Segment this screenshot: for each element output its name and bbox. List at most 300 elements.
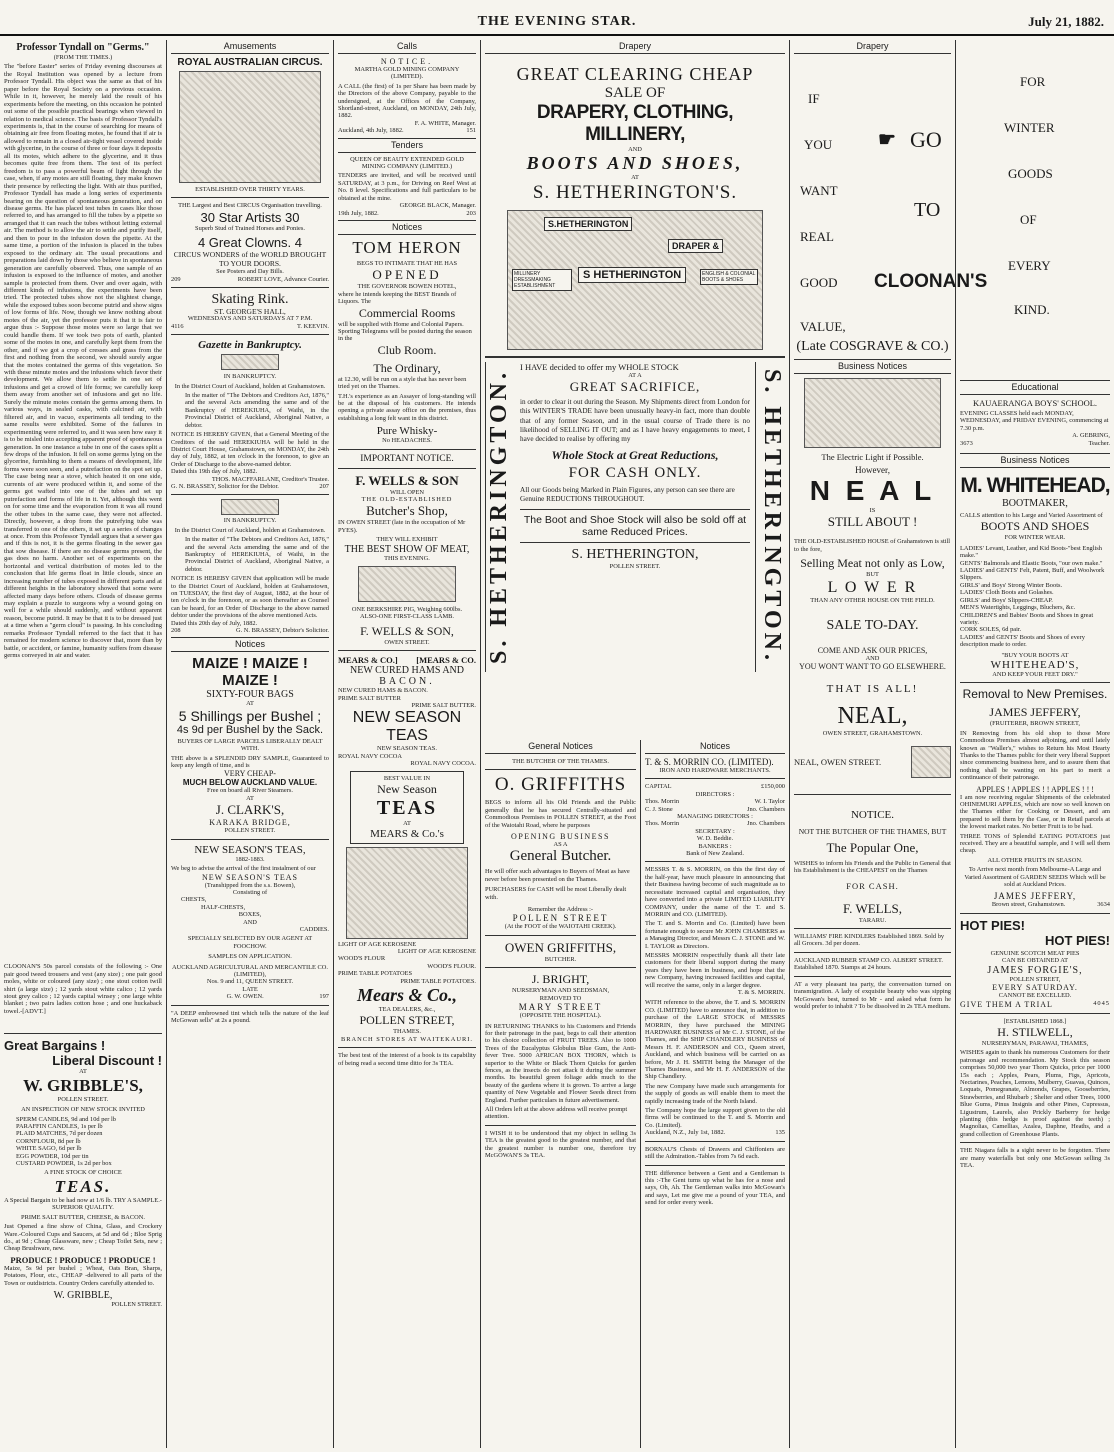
teas-late-name: G. W. OWEN. <box>226 993 264 1001</box>
martha-signature: F. A. WHITE, Manager. <box>414 119 476 127</box>
mears-teas-box <box>350 771 464 844</box>
hand-pointer-icon: ☛ <box>878 129 896 151</box>
hetherington-signature: S. HETHERINGTON, <box>571 546 699 562</box>
notice-heading: NOTICE. <box>850 808 895 821</box>
whitehead-winter: FOR WINTER WEAR. <box>1004 534 1066 542</box>
section-header-drapery: Drapery <box>485 40 785 54</box>
maize-at-2: AT <box>246 794 254 802</box>
mears-branch: BRANCH STORES AT WAITEKAURI. <box>340 1035 474 1043</box>
cannot-excel: CANNOT BE EXCELLED. <box>998 992 1072 1000</box>
cloonan-late: (Late COSGRAVE & CO.) <box>796 339 949 354</box>
maize-at: AT <box>246 700 254 708</box>
mears-bacon: BACON. <box>379 676 435 688</box>
pollen-street: POLLEN STREET <box>512 913 609 924</box>
maize-price: 5 Shillings per Bushel ; <box>178 707 322 724</box>
wells-will: WILL OPEN <box>389 488 424 496</box>
cloonan-name: CLOONAN'S <box>874 271 988 292</box>
bankruptcy2-heading: IN BANKRUPTCY. <box>223 517 277 525</box>
still-about: STILL ABOUT ! <box>827 514 918 530</box>
neal-address: OWEN STREET, GRAHAMSTOWN. <box>822 730 923 738</box>
no-want: YOU WON'T WANT TO GO ELSEWHERE. <box>799 662 946 672</box>
heron-text: where he intends keeping the BEST Brands of Liquors. The <box>338 290 457 306</box>
hetherington-great: GREAT CLEARING CHEAP <box>516 64 754 84</box>
section-header-general-notices: General Notices <box>485 740 636 754</box>
teas-boxes: BOXES, <box>238 911 262 919</box>
directors-label: DIRECTORS : <box>695 790 735 798</box>
bankruptcy-notice: NOTICE IS HEREBY GIVEN, that a General Meeting of the Creditors of the said HEREKIUHA will be held in the District Court House, Grahamstown, on MONDAY, the 24th day of July, 1882, at ten o'clock in the forenoon, to give an Order of Discharge to the above-named debtor. <box>171 431 329 468</box>
griffiths-name: O. GRIFFITHS <box>494 774 627 796</box>
lower: L O W E R <box>827 578 918 596</box>
heron-commercial-text: will be supplied with Home and Colonial Papers. Sporting Telegrams will be posted during the season in the <box>338 320 472 343</box>
teas-half-chests: HALF-CHESTS, <box>201 903 246 911</box>
teas-selected: SPECIALLY SELECTED BY OUR AGENT AT FOOCHOW. <box>187 935 313 950</box>
secretary-label: SECRETARY : <box>695 827 735 835</box>
apples: APPLES ! APPLES ! ! APPLES ! ! ! <box>976 784 1094 794</box>
circus-tagline: THE Largest and Best CIRCUS Organisation travelling. <box>178 202 322 210</box>
butcher-thames: THE BUTCHER OF THE THAMES. <box>512 758 609 765</box>
cloonan-goods: GOODS <box>1008 166 1053 181</box>
section-header-notices: Notices <box>171 637 329 652</box>
martha-company: MARTHA GOLD MINING COMPANY (LIMITED). <box>354 66 460 81</box>
important-notice: IMPORTANT NOTICE. <box>360 453 454 464</box>
bankers-name: Bank of New Zealand. <box>686 850 744 858</box>
cloonan-block <box>794 57 988 334</box>
shop-sign-right: ENGLISH & COLONIAL BOOTS & SHOES <box>700 269 758 285</box>
stilwell-sub: NURSERYMAN, PARAWAI, THAMES, <box>981 1039 1089 1047</box>
section-header-calls: Calls <box>338 40 476 54</box>
queen-signature: GEORGE BLACK, Manager. <box>399 202 476 210</box>
skating-title: Skating Rink. <box>211 292 289 308</box>
whitehead-calls: CALLS attention to his Large and Varied Assortment of <box>960 512 1103 520</box>
managing-2: Jno. Chambers <box>747 820 785 828</box>
heron-hotel: THE GOVERNOR BOWEN HOTEL, <box>357 283 457 291</box>
teas-title: NEW SEASON'S TEAS, <box>194 843 306 856</box>
bright-name: J. BRIGHT, <box>531 972 590 987</box>
bright-opposite: (OPPOSITE THE HOSPITAL). <box>519 1012 602 1020</box>
column-6 <box>956 40 1114 1448</box>
gribble-tea-heading: A FINE STOCK OF CHOICE <box>44 1169 122 1177</box>
cloonan-parcel-ad: CLOONAN'S 50s parcel consists of the following :- One pair good tweed trousers and vest (any size) ; one pair good moles, white or coloured (any size) ; one stout cotton twill shirt (a large size) ; 12 yards stout white calico ; 12 yards stout grey calico ; 12 yards capital winsey ; one large white blanket ; two pairs ladies cotton hose ; and one huckaback towel.-[ADVT.] <box>4 963 162 1015</box>
hetherington-at: AT <box>631 174 639 182</box>
teas-consisting: Consisting of <box>232 888 268 896</box>
wells-pig: ONE BERKSHIRE PIG, Weighing 600lbs. <box>351 606 463 614</box>
heron-ordinary: The Ordinary, <box>373 360 441 375</box>
circus-stud: Superb Stud of Trained Horses and Ponies. <box>195 224 305 232</box>
vertical-name-right: S. HETHERINGTON. <box>755 362 785 672</box>
circus-illustration <box>179 71 321 183</box>
mears-tag-left: MEARS & CO.] <box>338 655 398 666</box>
wells-street: IN OWEN STREET (late in the occupation of Mr PYES). <box>338 519 466 534</box>
gribble-tea-line: A Special Bargain to be had now at 1/6 lb. TRY A SAMPLE.-SUPERIOR QUALITY. <box>4 1196 162 1212</box>
all-fruits: ALL OTHER FRUITS IN SEASON. <box>987 856 1083 864</box>
gribble-at: AT <box>79 1068 87 1076</box>
williams-kindlers: WILLIAMS' FIRE KINDLERS Established 1869. Sold by all Grocers. 3d per dozen. <box>794 933 945 948</box>
skating-signature: T. KEEVIN. <box>296 322 329 330</box>
col6-footnote: THE Niagara falls is a sight never to be forgotten. There are many waterfalls but only one McGowan selling 3s TEA. <box>960 1147 1110 1169</box>
gribble-signature: W. GRIBBLE, <box>53 1289 113 1301</box>
queen-text: TENDERS are invited, and will be received until SATURDAY, at 3 p.m., for Driving on Reef West at No. 8 level. Specifications and full particulars to be obtained at the mine. <box>338 172 476 202</box>
pig-illustration <box>358 566 456 602</box>
section-header-amusements: Amusements <box>171 40 329 54</box>
cloonan-winter: WINTER <box>1004 120 1055 135</box>
cash-only: FOR CASH ONLY. <box>568 465 702 482</box>
hetherington-and: AND <box>628 146 642 153</box>
whole-stock: Whole Stock at Great Reductions, <box>551 448 719 463</box>
wells-exhibit: THEY WILL EXHIBIT <box>376 536 438 544</box>
mears-big: Mears & Co., <box>356 984 457 1005</box>
mears-footnote: The best test of the interest of a book is its capability of being read a second time ditto for 3s TEA. <box>338 1052 476 1067</box>
bright-street: MARY STREET <box>518 1002 603 1013</box>
bankruptcy-matter: In the matter of "The Debtors and Creditors Act, 1876," and the several Acts amending the same and of the Bankruptcy of HEREKIUHA, of Waihi, in the Provincial District of Auckland, Aboriginal Native, a debtor. <box>185 392 329 429</box>
circus-established: ESTABLISHED OVER THIRTY YEARS. <box>195 186 305 193</box>
circus-clowns: 4 Great Clowns. 4 <box>197 235 303 251</box>
circus-artists: 30 Star Artists 30 <box>200 209 300 225</box>
director-3: C. J. Stone <box>645 805 673 813</box>
royal-arms-icon <box>221 499 279 515</box>
hetherington-street: POLLEN STREET. <box>609 562 661 570</box>
gribble-headline: Great Bargains ! <box>4 1038 106 1054</box>
gribble-signature-street: POLLEN STREET. <box>111 1300 162 1308</box>
tea-figure-illustration <box>346 847 468 939</box>
stilwell-established: [ESTABLISHED 1868.] <box>1003 1017 1067 1025</box>
circus-see: See Posters and Day Bills. <box>216 268 284 276</box>
gazette-heading: Gazette in Bankruptcy. <box>198 339 302 352</box>
come-ask: COME AND ASK OUR PRICES, <box>817 646 928 656</box>
bright-footnote: I WISH it to be understood that my object in selling 3s TEA is the greatest good to the greatest number, and that the greatest number is number one, therefore try McGOWAN'S 3s TEA. <box>485 1129 636 1159</box>
offer-intro: I HAVE decided to offer my WHOLE STOCK <box>520 361 679 372</box>
neal-name: NEAL, <box>837 703 908 730</box>
circus-wonders: CIRCUS WONDERS of the WORLD BROUGHT TO YOUR DOORS. <box>173 250 327 269</box>
wells-name: F. WELLS & SON <box>355 472 459 488</box>
whitehead-buy: "BUY YOUR BOOTS AT <box>1001 651 1069 659</box>
to-arrive: To Arrive next month from Melbourne-A Large and Varied Assortment of GARDEN SEEDS Which will be sold at Auckland Prices. <box>964 866 1106 889</box>
kau-teacher: Teacher. <box>1088 439 1110 447</box>
old-house: THE OLD-ESTABLISHED HOUSE of Grahamstown is still to the fore, <box>794 538 951 553</box>
bankruptcy2-notice: NOTICE IS HEREBY GIVEN that application will be made to the District Court of Auckland, holden at Grahamstown, on TUESDAY, the first day of August, 1882, at the hour of ten o'clock in the forenoon, or as soon thereafter as Counsel can be heard, for an Order of Discharge to the above named debtor under the provisions of the above mentioned Acts. <box>171 575 329 620</box>
shop-sign-2: DRAPER & <box>668 239 723 253</box>
maize-headline: MAIZE ! MAIZE ! <box>192 655 308 673</box>
director-4: Jno. Chambers <box>747 805 785 813</box>
hetherington-drapery: DRAPERY, CLOTHING, MILLINERY, <box>536 102 734 145</box>
teas-company: AUCKLAND AGRICULTURAL AND MERCANTILE CO. (LIMITED), <box>172 963 328 978</box>
stilwell-name: H. STILWELL, <box>997 1024 1073 1039</box>
neal-is: IS <box>869 507 876 514</box>
marked-plain: All our Goods being Marked in Plain Figures, any person can see there are Genuine REDUCTIONS THROUGHOUT. <box>520 486 735 504</box>
general-butcher: General Butcher. <box>509 848 612 865</box>
bankruptcy2-matter: In the matter of "The Debtors and Creditors Act, 1876," and the several Acts amending the same and of the Bankruptcy of HEREKIUHA, of Waihi, in the Provincial District of Auckland, Aboriginal Native, a debtor. <box>185 536 329 573</box>
morrin-text-3: MESSRS MORRIN respectfully thank all their late customers for their liberal support during the many years they have been in business, and hope that the new Company, having increased facilities and capital, will receive the same, only in a larger degree. <box>645 951 785 989</box>
not-the-butcher: NOT THE BUTCHER OF THE THAMES, BUT <box>798 826 947 836</box>
hot-pies-2: HOT PIES! <box>1044 932 1110 948</box>
mears-thames: THAMES. <box>393 1028 421 1036</box>
stilwell-text: WISHES again to thank his numerous Customers for their patronage and recommendation. My Stock this season comprises 50,000 two year Thorn Quicks, price per 1000 15s each ; Apples, Pears, Plums, Figs, Apricots, Nectarines, Peaches, Lemons, Mulberry, Guavas, Quinces, Loquats, Pomegranate, Almonds, Grapes, Gooseberries, Strawberries, and Rhubarb ; Shelter and other Trees, 1000 Blue Gums, Pinus Insignis and other Pines, Cupressus, Ligustrum, Laurels, also Prickly Barberry for hedge planting (this hedge is proof against the teeth) ; Magnolias, Camellias, Azalea, Daphne, Heaths, and a grand collection of Greenhouse Plants. <box>960 1049 1110 1138</box>
bright-orders: All Orders left at the above address will receive prompt attention. <box>485 1105 628 1121</box>
hetherington-name: S. HETHERINGTON'S. <box>532 181 738 203</box>
mears-potatoes: PRIME TABLE POTATOES <box>338 970 413 978</box>
mears-pollen: POLLEN STREET, <box>359 1013 455 1028</box>
article-title: Professor Tyndall on "Germs." <box>16 42 150 53</box>
offer-at: AT A <box>628 371 642 379</box>
morrin-text: MESSRS T. & S. MORRIN, on this the first day of the half-year, have much pleasure in announcing that their Business having become of such magnitude as to necessitate increased capital and organisation, they have converted into a private LIMITED LIABILITY COMPANY, under the name of the T. and S. MORRIN and CO. (LIMITED). <box>645 866 785 918</box>
offer-text: in order to clear it out during the Season. My Shipments direct from London for this WINTER'S TRADE have been unusually heavy-in fact, more than double that of any former Season, and in the usual course of Trade there is no likelihood of SELLING IT OUT; and as I have heavy engagements to meet, I have decided to realise by offering my <box>520 398 750 444</box>
managing-label: MANAGING DIRECTORS : <box>677 813 753 821</box>
mears-new-hams: NEW CURED HAMS & BACON. <box>338 687 428 695</box>
gribble-price-list: SPERM CANDLES, 9d and 10d per lb PARAFFIN CANDLES, 1s per lb PLAID MATCHES, 7d per dozen CORNFLOUR, 8d per lb WHITE SAGO, 6d per lb EGG POWDER, 10d per tin CUSTARD POWDER, 1s 2d per box <box>16 1115 116 1168</box>
come-and: AND <box>865 655 880 663</box>
remember-address: Remember the Address :- <box>527 906 594 914</box>
maize-bags: SIXTY-FOUR BAGS <box>206 689 294 701</box>
than-other: THAN ANY OTHER HOUSE ON THE FIELD. <box>810 596 935 604</box>
every-saturday: EVERY SATURDAY. <box>992 983 1078 993</box>
heron-commercial: Commercial Rooms <box>358 305 456 320</box>
rubber-stamp: AUCKLAND RUBBER STAMP CO. ALBERT STREET. Established 1870. Stamps at 24 hours. <box>794 956 944 972</box>
masthead <box>0 14 1114 36</box>
as-a: AS A <box>553 841 568 849</box>
gribble-name: W. GRIBBLE'S, <box>23 1075 143 1095</box>
column-4a <box>481 740 641 1448</box>
morrin-signature: T. & S. MORRIN. <box>737 988 785 996</box>
whitehead-name-2: WHITEHEAD'S, <box>990 658 1080 671</box>
mears-cocoa-2: ROYAL NAVY COCOA. <box>410 760 476 768</box>
mears-hams: NEW CURED HAMS AND <box>350 665 464 677</box>
section-header-tenders: Tenders <box>338 138 476 153</box>
heron-ordinary-text: at 12.30, will be run on a style that has never been tried yet on the Thames. <box>338 375 467 391</box>
genuine-pies: GENUINE SCOTCH MEAT PIES <box>990 949 1080 957</box>
column-3 <box>334 40 481 1448</box>
apples-text: I am now receiving regular Shipments of the celebrated OHINEMURI APPLES, which are now so well known on the Thames either for Cooking or Dessert, and am prepared to sell them by the Case, or in Retail parcels at the lowest market rates. No better Fruit is to be had. <box>960 793 1110 831</box>
section-header-business: Business Notices <box>960 453 1110 468</box>
cloonan-of: OF <box>1020 212 1037 227</box>
mears-new-season: New Season <box>377 782 437 797</box>
cloonan-you: YOU <box>804 137 833 152</box>
heron-whisky: Pure Whisky- <box>376 425 438 438</box>
sale-today: SALE TO-DAY. <box>826 618 919 634</box>
col5-footnote: AT a very pleasant tea party, the conversation turned on transmigration. A lady of exquisite beauty who was sipping McGowan's best, turned to Mr - and asked what form he would prefer to inhabit ? To be dissolved in 2s TEA medium. <box>794 980 951 1010</box>
shop-front-illustration <box>507 210 763 350</box>
heron-begs: BEGS TO INTIMATE THAT HE HAS <box>356 259 458 267</box>
mears-co: MEARS & Co.'s <box>370 827 444 840</box>
morrin-date: Auckland, N.Z., July 1st, 1882. <box>645 1129 726 1137</box>
mears-teas-big: NEW SEASON TEAS <box>352 709 462 745</box>
purchasers: PURCHASERS for CASH will be most Liberally dealt with. <box>485 886 627 901</box>
royal-arms-icon <box>221 354 279 370</box>
teas-late: LATE <box>242 985 258 993</box>
wishes-inform: WISHES to inform his Friends and the Public in General that his Establishment is the CHEAPEST on the Thames <box>794 859 951 875</box>
cloonan-real: REAL <box>800 229 834 244</box>
boot-stock: The Boot and Shoe Stock will also be sold off at same Reduced Prices. <box>523 513 747 538</box>
issue-date: July 21, 1882. <box>1028 14 1104 29</box>
cloonan-go: GO <box>910 127 942 152</box>
column-4b <box>641 740 790 1448</box>
gribble-subhead: Liberal Discount ! <box>52 1053 162 1069</box>
bankruptcy2-number: 208 <box>171 627 181 635</box>
skating-days: WEDNESDAYS AND SATURDAYS AT 7 P.M. <box>187 315 313 323</box>
kau-number: 3673 <box>960 439 973 447</box>
mears-teas-small: NEW SEASON TEAS. <box>377 745 437 753</box>
bankruptcy-solicitor: G. N. BRASSEY, Solicitor for the Debtor. <box>171 482 279 490</box>
whitehead-boots: BOOTS AND SHOES <box>980 519 1090 534</box>
teas-chests: CHESTS, <box>181 896 207 904</box>
morrin-sub: IRON AND HARDWARE MERCHANTS. <box>659 767 771 774</box>
column-4-drapery <box>481 40 790 740</box>
circus-title: ROYAL AUSTRALIAN CIRCUS. <box>177 57 323 68</box>
bankruptcy2-court: In the District Court of Auckland, holden at Grahamstown. <box>174 526 326 534</box>
gribble-inspection: AN INSPECTION OF NEW STOCK INVITED <box>21 1106 145 1114</box>
skating-number: 4116 <box>171 322 184 330</box>
jeffery-name: JAMES JEFFERY, <box>989 705 1081 720</box>
sheep-illustration <box>911 746 951 778</box>
morrin-company: T. & S. MORRIN CO. (LIMITED). <box>645 757 774 767</box>
section-header-drapery: Drapery <box>794 40 951 54</box>
morrin-reference: WITH reference to the above, the T. and S. MORRIN CO. (LIMITED) have to announce that, in addition to purchase of the LARGE STOCK of MESSRS MORRIN, they have purchased the MINING HARDWARE BUSINESS of Mr C. J. STONE, of the Thames, and the SHIP CHANDLERY BUSINESS of Messrs H. F. ANDERSON and CO., Queen street, Auckland, and which business will be carried on as before, Mr J. H. SMITH being the Manager of the Thames Business, and Mr H. F. ANDERSON of the Ship Chandlery. <box>645 999 785 1081</box>
shop-sign-left: MILLINERY DRESSMAKING ESTABLISHMENT <box>512 269 572 291</box>
column-2 <box>167 40 334 1448</box>
cloonan-for: FOR <box>1020 74 1046 89</box>
that-is-all: THAT IS ALL! <box>826 683 919 696</box>
cloonan-want: WANT <box>800 183 838 198</box>
jeffery-text: IN Removing from his old shop to those More Commodious Premises almost adjoining, and until lately known as "Waller's," wishes to Return his Most Hearty Thanks to the Thames public for their very liberal Support since commencing business here, and to assure them that nothing shall be wanting on his part to merit a continuance of their patronage. <box>960 729 1110 782</box>
article-body: The "before Easter" series of Friday evening discourses at the Royal Institution was opened by a lecture from Professor Tyndall. His object was the same as that of his paper before the Royal Society on a previous occasion. While in it, however, he merely laid the result of his experiments before the meeting, on this occasion he pointed out some of the possible practical bearings when viewed in relation to medical science. The basis of Professor Tyndall's experiments is, that in the course of searching for means of obtaining air free from floating motes, he found that if air is allowed to remain in a closed air-tight vessel covered inside with glycerine, in the course of three or four days it deposits all its motes, which adhere to the glycerine, and it thus becomes quite free from them. The test of its perfect freedom is to pass a powerful beam of light through the case, when, if any motes are still floating, they make known their presence by reflecting the light. With air thus purified, Professor Tyndall has made a long series of experiments bearing on the question of spontaneous generation, and on disease germs. He has placed test tubes in cases like those referred to, and has arranged to fill the tubes by a pipette so arranged that it can reach the tubes without letting external air. The method is to allow the air to settle and purify itself, and then to pour in the infusion down the pipette. At the same time, a portion of the infusion is placed in the tubes exposed to the ordinary air. The usual precautions and preparations laid down by those who believe in spontaneous generation are carefully observed. Thus, one sample of an infusion is exposed to the influence of motes, and another sample is protected from them. Over and over again, with different kinds of infusions, the experiments have been tried. The protected tubes show not the slightest change, while the exposed tubes soon become putrid and show signs of low forms of life. Now, though we know nothing about motes of the air, yet the professor puts it that it is fair to argue thus :- Suppose those motes were so large that we could handle them. If we took two pots of earth, planted some of the motes in one, and carefully kept them from the other, and if we got a crop of cresses and grass from the first and nothing from the second, we should surely argue that the motes contained the germs of this vegetation. So with these minute motes and the infusions which favor their development. We allow them to settle in one set of infusions and get a crowd of life forms; we carefully keep them away from another set of infusions and get no life. Surely the minute motes contain the germs among them. In various ways, in sealed casks, with calcined air, with filtered air, and in vacuo, experiments all tending to the same results were exhibited. Some of the failures in experimenting were referred to, and it was seen how easy it is to be misled into accepting apparent proof of spontaneous generation. In one instance a tube in one of the cases split a few drops of the infusion. It fell on some germs lying on the glycerine, furnishing to them a means of development, life forms were soon seen, and a putrefaction on the spot set up. The case being near a stove, which heated it on one side, currents of air were produced within it, and some of the germs got wafted into one of the tubes and set up putrefaction and forms of life in it. Yet, although this went on for some time and the evaporation from it was all round the other tubes in the same case, they were not affected. Directly, however, a drop from the putrefying tube was transferred to one of the others, it set up a series of changes at once. From this Professor Tyndall argues that a sewer gas and if this is not, it is the germs floating in the sewer gas that sow disease. If there are no disease germs present, the gas does no harm. Another set of experiments on the horizontal and vertical distribution of motes led to the conclusion that life germs float in little clouds, since an increasing number of tubes exposed in different parts and at different heights in the laboratory showed that some were affected many days before others. Clouds of disease germs may explain a puzzle to surgeons why a wound going on well for a while should suddenly, and without apparent reason, become putrid. It may be that it is to be dressed just at a time when a "germ cloud" is passing. In his concluding remarks Professor Tyndall referred to the fact that it has remained for modern science to discover that, more than by battle, or accident, or famine, humanity suffers from disease germs conveyed in air and water. <box>4 63 162 660</box>
section-header-educational: Educational <box>960 380 1110 395</box>
griffiths-text-2: He will offer such advantages to Buyers of Meat as have never before been presented on the Thames. <box>485 868 630 883</box>
director-2: W. I. Taylor <box>754 798 785 806</box>
teas-new: NEW SEASON'S TEAS <box>202 872 298 882</box>
popular-one: The Popular One, <box>826 839 919 855</box>
mears-at: AT <box>403 820 411 828</box>
bornau-ad: BORNAU'S Chests of Drawers and Chiffoniers are still the Admiration.-Tables from 7s 6d each. <box>645 1145 785 1161</box>
mears-flour: WOOD'S FLOUR <box>338 955 386 963</box>
cloonan-if: IF <box>808 91 820 106</box>
mears-cocoa: ROYAL NAVY COCOA <box>338 752 403 760</box>
bankruptcy-trustee: THOS. MACFFARLANE, Creditor's Trustee. <box>211 475 329 483</box>
mears-butter-2: PRIME SALT BUTTER. <box>411 702 476 710</box>
column-1 <box>0 40 167 1448</box>
selling-meat: Selling Meat not only as Low, <box>800 556 945 571</box>
bankruptcy-number: 207 <box>319 482 329 490</box>
mears-butter: PRIME SALT BUTTER <box>338 694 401 702</box>
teas-address: Nos. 9 and 11, QUEEN STREET. <box>206 978 294 986</box>
heron-opened: OPENED <box>372 267 442 283</box>
circus-signature: ROBERT LOVE, Advance Courier. <box>237 275 329 283</box>
can-be-obtained: CAN BE OBTAINED AT <box>1001 957 1069 965</box>
queen-date: 19th July, 1882. <box>338 209 379 217</box>
jeffery-sub: (FRUITERER, BROWN STREET, <box>989 720 1081 728</box>
morrin-number: 135 <box>775 1129 785 1137</box>
cloonan-every: EVERY <box>1008 258 1051 273</box>
jeffery-name-2: JAMES JEFFERY, <box>993 891 1077 902</box>
director-1: Thos. Morrin <box>645 798 680 806</box>
secretary-name: W. D. Beddie. <box>696 835 734 843</box>
for-cash: FOR CASH. <box>846 880 899 891</box>
teas-and: AND <box>243 918 257 926</box>
opening-business: OPENING BUSINESS <box>511 832 610 842</box>
removal-heading: Removal to New Premises. <box>962 687 1108 702</box>
give-trial: GIVE THEM A TRIAL <box>960 999 1053 1009</box>
teas-text: We beg to advise the arrival of the first instalment of our <box>171 865 316 873</box>
teas-caddies: CADDIES. <box>299 925 329 933</box>
bright-removed: REMOVED TO <box>539 994 582 1002</box>
hetherington-boots: BOOTS AND SHOES, <box>526 153 744 174</box>
heron-club: Club Room. <box>377 342 437 357</box>
wells-tararu-name: F. WELLS, <box>842 900 903 916</box>
gribble-produce: PRODUCE ! PRODUCE ! PRODUCE ! <box>10 1254 156 1265</box>
mears-light: LIGHT OF AGE KEROSENE <box>338 940 417 948</box>
wells-shop: Butcher's Shop, <box>366 503 448 519</box>
bankruptcy2-signature: G. N. BRASSEY, Debtor's Solicitor. <box>236 627 329 635</box>
wells-evening: THIS EVENING. <box>384 554 430 562</box>
neal-big: N E A L <box>809 475 936 506</box>
maize-buyers: BUYERS OF LARGE PARCELS LIBERALLY DEALT WITH. <box>177 737 323 753</box>
gribble-china: Just Opened a fine show of China, Glass, and Crockery Ware.-Coloured Cups and Saucers, at 5d and 6d ; Bloe Sprig do., at 9d ; Cheap Glassware, new ; Cheap Toilet Sets, new ; Cheap Brushware, new. <box>4 1223 162 1253</box>
owen-griffiths: OWEN GRIFFITHS, <box>504 939 617 955</box>
martha-number: 151 <box>466 127 476 135</box>
jeffery-address: Brown street, Grahamstown. <box>991 901 1066 909</box>
maize-free: Free on board all River Steamers. <box>207 787 293 795</box>
martha-date: Auckland, 4th July, 1882. <box>338 127 404 135</box>
cloonan-to: TO <box>914 199 941 221</box>
kau-text: EVENING CLASSES held each MONDAY, WEDNESDAY, and FRIDAY EVENING, commencing at 7.30 p.m. <box>960 410 1109 432</box>
bright-text: IN RETURNING THANKS to his Customers and Friends for their patronage in the past, begs to call their attention to his choice collection of FRUIT TREES. Also to 1000 Trees of the Eucalyptus Globulus Blue Gum, the Anti-fever Tree. 5000 AFRICAN BOX THORN, which is superior to the White or Black Thorn Quicks for garden fences, as the insects do not attack it during the summer months. Its beautiful green foliage adds much to the beauty of the gardens where it is grown. To arrive a large quantity of New Vegetable and Flower Seeds direct from England. Further particulars in future advertisement. <box>485 1022 636 1104</box>
kau-school: KAUAERANGA BOYS' SCHOOL. <box>972 398 1098 408</box>
forgie-name: JAMES FORGIE'S, <box>987 964 1083 976</box>
wells-best: THE BEST SHOW OF MEAT, <box>344 543 470 555</box>
managing-1: Thos. Morrin <box>645 820 680 828</box>
heron-title: TOM HERON <box>352 237 462 257</box>
trial-number: 4045 <box>1093 999 1110 1007</box>
bankruptcy2-dated: Dated this 20th day of July, 1882. <box>171 619 258 627</box>
mears-teas-label: TEAS <box>376 797 438 820</box>
teas-year: 1882-1883. <box>235 855 265 863</box>
griffiths-text: BEGS to inform all his Old Friends and the Public generally that he has secured Centrally-situated and Commodious Premises in POLLEN STREET, at the Foot of the Waiotahi Road, where he purposes <box>485 799 636 829</box>
waiotahi-foot: (At the FOOT of the WAIOTAHI CREEK). <box>504 923 617 931</box>
maize-sample: THE above is a SPLENDID DRY SAMPLE, Guaranteed to keep any length of time, and is <box>171 754 329 770</box>
shop-sign-3: S HETHERINGTON <box>578 267 686 283</box>
maize-cheap: VERY CHEAP- <box>224 769 276 779</box>
mears-light-2: LIGHT OF AGE KEROSENE <box>397 947 476 955</box>
whitehead-keep: AND KEEP YOUR FEET DRY." <box>992 670 1078 678</box>
maize-value: MUCH BELOW AUCKLAND VALUE. <box>182 778 318 788</box>
mears-potatoes-2: PRIME TABLE POTATOES. <box>400 977 476 985</box>
three-tons: THREE TONS of Splendid EATING POTATOES just received. They are a beautiful sample, and I will sell them cheap. <box>960 832 1110 855</box>
bankruptcy-dated: Dated this 19th day of July, 1882. <box>171 468 258 476</box>
clark-bridge: KARAKA BRIDGE, <box>209 818 291 828</box>
mears-dealers: TEA DEALERS, &c., <box>378 1005 436 1013</box>
bankruptcy-heading: IN BANKRUPTCY. <box>223 373 277 381</box>
queen-number: 203 <box>466 209 476 217</box>
whitehead-name: M. WHITEHEAD, <box>960 474 1110 498</box>
section-header-business: Business Notices <box>794 359 951 374</box>
morrin-reference-2: The new Company have made such arrangements for the supply of goods as will enable them to meet the rapidly increasing trade of the North Island. <box>645 1082 785 1105</box>
electric-light: The Electric Light if Possible. <box>821 452 924 462</box>
teas-number: 197 <box>319 993 329 1001</box>
great-sacrifice: GREAT SACRIFICE, <box>569 379 701 395</box>
circus-number: 209 <box>171 275 181 283</box>
morrin-text-2: The T. and S. Morrin and Co. (Limited) have been fortunate enough to secure Mr JOHN CHAMBERS as a Managing Director, and Messrs C. J. STONE and W. I. TAYLOR as Directors. <box>645 920 785 950</box>
morrin-footnote: THE difference between a Gent and a Gentleman is this :-The Gent turns up what he has for a nose and says, Oh, Ah. The Gentleman walks into McGowan's and says, Let me give me a pound of your TEA, and send for order every week. <box>645 1169 785 1207</box>
teas-samples: SAMPLES ON APPLICATION. <box>208 953 292 961</box>
vertical-name-left: S. HETHERINGTON. <box>485 362 515 672</box>
calls-notice: NOTICE. <box>380 57 434 66</box>
mears-value: BEST VALUE IN <box>383 774 431 782</box>
clark-street: POLLEN STREET. <box>224 827 276 835</box>
however: However, <box>855 465 890 475</box>
gribble-teas: TEAS. <box>54 1176 112 1196</box>
bankruptcy-court: In the District Court of Auckland, holden at Grahamstown. <box>174 382 326 390</box>
morrin-reference-3: The Company hope the large support given to the old firms will be continued to the T. and S. Morrin and Co. (Limited). <box>645 1107 785 1129</box>
wells-lamb: ALSO-ONE FIRST-CLASS LAMB. <box>359 613 455 621</box>
jeffery-number: 3634 <box>1097 901 1110 909</box>
hot-pies: HOT PIES! <box>960 917 1026 933</box>
